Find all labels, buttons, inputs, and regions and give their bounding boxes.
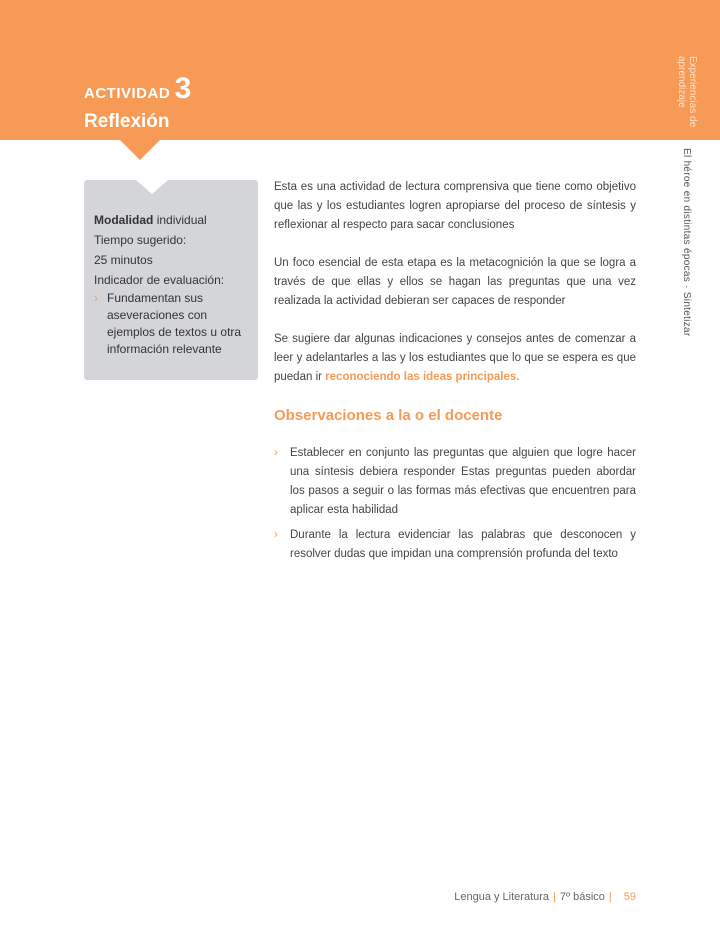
info-box (84, 180, 258, 380)
list-item: › Durante la lectura evidenciar las palabras que desconocen y resolver dudas que impidan una comprensión profunda del texto (274, 526, 636, 564)
observaciones-title: Observaciones a la o el docente (274, 407, 503, 424)
modalidad-value: individual (156, 213, 207, 227)
paragraph (274, 330, 636, 387)
header-notch (120, 140, 160, 160)
activity-label: ACTIVIDAD (84, 85, 171, 102)
footer-grade: 7º básico (559, 891, 605, 903)
footer-sep: | (608, 891, 612, 903)
section-label: Experiencias de aprendizaje (676, 56, 698, 128)
modalidad (94, 210, 248, 230)
tiempo-label: Tiempo sugerido: (94, 233, 187, 247)
page-number: 59 (623, 891, 636, 903)
activity-number: 3 (174, 72, 192, 105)
content-column (274, 178, 636, 570)
highlight-text: reconociendo las ideas principales. (325, 371, 520, 383)
paragraph-text: Se sugiere dar algunas indicaciones y consejos antes de comenzar a leer y adelantarles a las y los estudiantes que lo que se espera es que puedan ir (274, 333, 636, 383)
footer-sep: | (553, 891, 556, 903)
tiempo-value: 25 minutos (94, 253, 153, 267)
box-notch (136, 180, 168, 194)
indicador-label: Indicador de evaluación: (94, 273, 225, 287)
indicador-item: › Fundamentan sus aseveraciones con ejemplos de textos u otra información relevante (94, 290, 248, 358)
paragraph: Esta es una actividad de lectura comprensiva que tiene como objetivo que las y los estudiantes logren apropiarse del proceso de síntesis y reflexionar al respecto para sacar conclusiones (274, 181, 636, 231)
footer-subject: Lengua y Literatura (454, 891, 550, 903)
page-title: Reflexión (84, 111, 170, 132)
unit-label: El héroe en distintas épocas · Sintetizar (681, 148, 692, 337)
activity-heading (84, 72, 191, 111)
footer (454, 891, 636, 903)
modalidad-label: Modalidad (94, 213, 154, 227)
list-item: › Establecer en conjunto las preguntas que alguien que logre hacer una síntesis debiera responder Estas preguntas pueden abordar los pasos a seguir o las formas más efectivas que encuentren para aplicar esta habilidad (274, 444, 636, 520)
paragraph: Un foco esencial de esta etapa es la metacognición la que se logra a través de que ellas y ellos se hagan las preguntas que una vez realizada la actividad debieran ser capaces de responder (274, 257, 636, 307)
main-text (274, 178, 636, 387)
observaciones-list (274, 444, 636, 564)
